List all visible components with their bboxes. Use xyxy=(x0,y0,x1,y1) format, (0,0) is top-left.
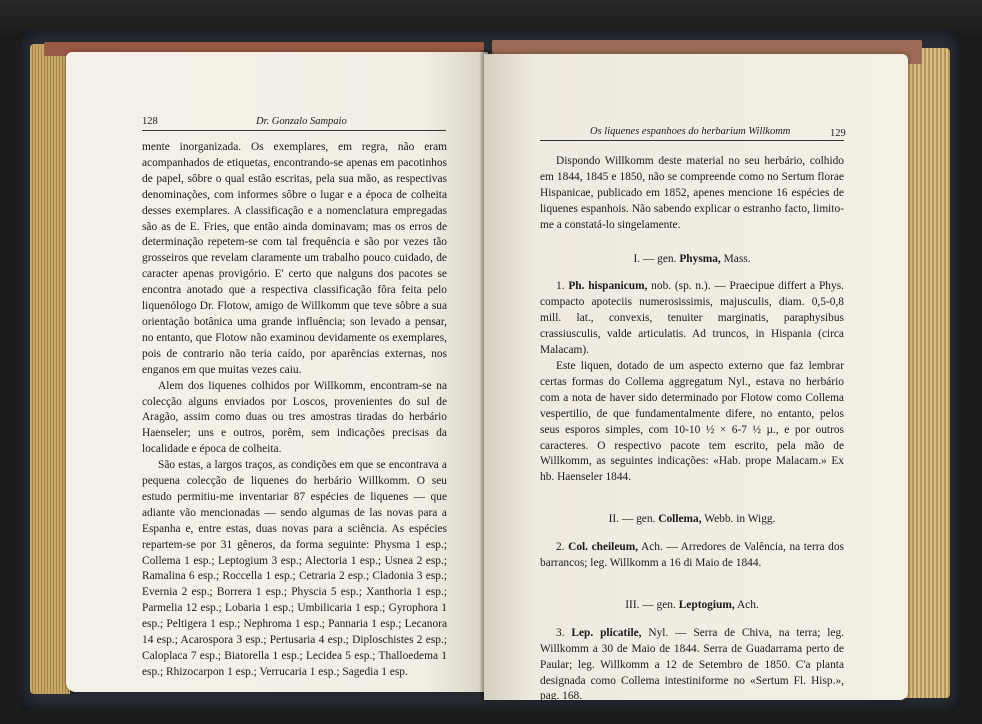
page-number: 128 xyxy=(142,116,158,127)
section-heading: III. — gen. Leptogium, Ach. xyxy=(625,598,759,611)
section-heading: I. — gen. Physma, Mass. xyxy=(633,252,751,265)
page-edges-left xyxy=(30,44,70,694)
paragraph: São estas, a largos traços, as condições em que se encontrava a pequena colecção de liquenes do herbário Willkomm. O seu estudo permitiu-me inventariar 87 espécies de liquenes — que adiante vão mencionadas — sendo algumas de las novas para a Espanha e, entre estas, duas novas para a sciência. As espécies repartem-se por 31 gêneros, da forma seguinte: Physma 1 esp.; Collema 1 esp.; Leptogium 3 esp.; Alectoria 1 esp.; Usnea 2 esp.; Ramalina 6 esp.; Roccella 1 esp.; Cetraria 2 esp.; Cladonia 3 esp.; Evernia 2 esp.; Borrera 1 esp.; Physcia 5 esp.; Xanthoria 1 esp.; Parmelia 12 esp.; Lobaria 1 esp.; Umbilicaria 1 esp.; Gyrophora 1 esp.; Peltigera 1 esp.; Nephroma 1 esp.; Pannaria 1 esp.; Lecanora 14 esp.; Acarospora 3 esp.; Pertusaria 4 esp.; Diploschistes 2 esp.; Caloplaca 7 esp.; Biatorella 1 esp.; Lecidea 5 esp.; Thalloedema 1 esp.; Rhizocarpon 1 esp.; Verrucaria 1 esp.; Sagedia 1 esp. xyxy=(142,459,447,678)
species-entry: 3. Lep. plicatile, Nyl. — Serra de Chiva, na terra; leg. Willkomm a 30 de Maio de 1844. Serra de Guadarrama perto de Paular; leg. Willkomm a 12 de Setembro de 1850. C'a planta designada como Collema intestiniforme no «Sertum Fl. Hisp.», pag. 168. xyxy=(540,626,845,703)
header-rule xyxy=(540,140,844,141)
left-page xyxy=(66,52,488,692)
page-number: 129 xyxy=(830,128,846,139)
left-body xyxy=(142,140,447,681)
intro-paragraph: Dispondo Willkomm deste material no seu herbário, colhido em 1844, 1845 e 1850, não se compreende como no Sertum florae Hispanicae, publicado em 1852, apenes mencione 16 espécies de liquenes espanhois. Não sabendo explicar o estranho facto, limito-me a constatá-lo singelamente. xyxy=(540,155,844,231)
species-entry: 2. Col. cheileum, Ach. — Arredores de Valência, na terra dos barrancos; leg. Willkomm a 16 di Maio de 1844. xyxy=(540,541,844,570)
header-rule xyxy=(142,130,446,131)
right-body xyxy=(540,154,844,705)
species-entry: 1. Ph. hispanicum, nob. (sp. n.). — Praecipue differt a Phys. compacto apoteciis numerosissimis, majusculis, diam. 0,5-0,8 mill. lat., convexis, tenuiter marginatis, paraphysibus crassiusculis, valde articulatis. Ad truncos, in Hispania (circa Malacam). xyxy=(540,280,844,357)
right-page xyxy=(484,54,908,703)
paragraph: Alem dos liquenes colhidos por Willkomm, encontram-se na colecção alguns enviados por Loscos, provenientes do sul de Aragão, assim como duas ou tres amostras tiradas do herbário Haenseler; uns e outros, porêm, sem indicações precisas da localidade e época de colheita. xyxy=(142,379,447,456)
species-note: Este liquen, dotado de um aspecto externo que faz lembrar certas formas do Collema aggregatum Nyl., estava no herbário com a nota de haver sido determinado por Flotow como Collema vespertilio, de que fundamentalmente difere, no entanto, pelos seus esporos simples, com 10-10 ½ × 6-7 ½ µ., e por outros caracteres. O respectivo pacote tem escrito, pela mão de Willkomm, as seguintes indicações: «Hab. prope Malacam.» Ex hb. Haenseler 1844. xyxy=(540,359,844,484)
running-head: Dr. Gonzalo Sampaio xyxy=(256,116,347,127)
section-heading: II. — gen. Collema, Webb. in Wigg. xyxy=(608,513,776,526)
running-head: Os liquenes espanhoes do herbarium Willkomm xyxy=(590,126,791,137)
paragraph: mente inorganizada. Os exemplares, em regra, não eram acompanhados de etiquetas, encontrando-se apenas em pacotinhos de papel, sôbre o qual estão escritas, pela sua mão, as respectivas denominações, com informes sôbre o lugar e a época de colheita desses exemplares. A classificação e a nomenclatura empregadas são as de E. Fries, que então ainda dominavam; mas os erros de determinação repetem-se com tal frequência e são por vezes tão grosseiros que revelam claramente um trabalho pouco cuidado, de caracter apenas provigório. E' certo que nalguns dos pacotes se encontra anotado que a respectiva classificação fôra feita pelo liquenólogo Dr. Flotow, amigo de Willkomm que teve sôbre a sua orientação botânica uma grande influência; son levado a pensar, no entanto, que Flotow não examinou devidamente os exemplares, pois de contrario não teria caído, por aparências externas, nos enganos em que muitas vezes caiu. xyxy=(142,141,447,376)
